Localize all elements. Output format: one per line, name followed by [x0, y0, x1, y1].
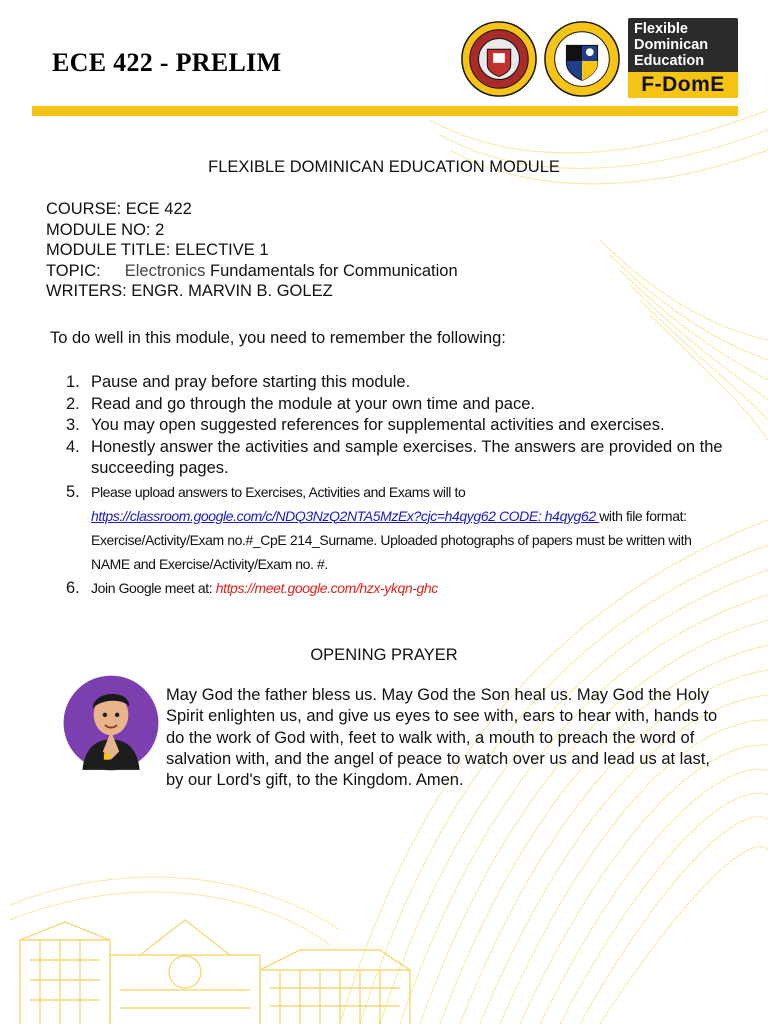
prayer-text: May God the father bless us. May God the Son heal us. May God the Holy Spirit enlighten us, and give us eyes to see with, ears to hear with, hands to do the work of God with, feet to walk with, a mouth to preach the word of salvation with, and the angel of peace to watch over us and lead us at last, by our Lord's gift, to the Kingdom. Amen. — [166, 686, 718, 790]
course-line: COURSE: ECE 422 — [46, 200, 192, 218]
logo-line: Dominican — [634, 37, 709, 53]
university-of-santo-tomas-legazpi-seal-icon — [543, 20, 621, 98]
writers-line: WRITERS: ENGR. MARVIN B. GOLEZ — [46, 282, 333, 300]
logo-brand: F-DomE — [628, 72, 738, 98]
classroom-link[interactable]: https://classroom.google.com/c/NDQ3NzQ2NTA5MzEx?cjc=h4qyg62 CODE: h4qyg62 — [91, 507, 600, 524]
list-number: 3. — [66, 416, 80, 434]
topic-line — [46, 261, 458, 282]
module-heading: FLEXIBLE DOMINICAN EDUCATION MODULE — [208, 158, 560, 176]
module-title-line: MODULE TITLE: ELECTIVE 1 — [46, 241, 269, 259]
instructions-intro: To do well in this module, you need to remember the following: — [50, 329, 506, 347]
module-no-line: MODULE NO: 2 — [46, 220, 165, 239]
header-divider — [32, 106, 738, 116]
praying-avatar-icon — [60, 672, 162, 774]
list-number: 5. — [66, 482, 80, 501]
fdome-logo — [628, 18, 738, 98]
prayer-heading: OPENING PRAYER — [310, 646, 458, 664]
logo-line: Flexible — [634, 21, 688, 37]
topic-rest: Fundamentals for Communication — [205, 261, 458, 280]
list-item — [66, 394, 726, 416]
list-number: 6. — [66, 578, 80, 597]
list-item-text: Read and go through the module at your own time and pace. — [91, 394, 535, 413]
list-item-text: Pause and pray before starting this module. — [91, 373, 411, 391]
list-item — [66, 576, 726, 600]
list-item-text: Join Google meet at: — [91, 579, 216, 596]
topic-highlight: Electronics — [124, 261, 206, 280]
topic-label: TOPIC: — [46, 261, 101, 280]
list-item-text: You may open suggested references for supplemental activities and exercises. — [91, 416, 665, 434]
list-item-text: with file format: Exercise/Activity/Exam no.#_CpE 214_Surname. Uploaded photographs of papers must be written with NAME and Exercise/Activity/Exam no. #. — [91, 507, 692, 572]
list-number: 1. — [66, 373, 80, 391]
module-info — [46, 199, 458, 302]
list-item — [66, 372, 726, 394]
logo-line: Education — [634, 53, 705, 69]
google-meet-link[interactable]: https://meet.google.com/hzx-ykqn-ghc — [215, 579, 438, 596]
instructions-list — [66, 372, 726, 600]
college-of-engineering-seal-icon — [460, 20, 538, 98]
page-title: ECE 422 - PRELIM — [52, 48, 282, 77]
list-item — [66, 480, 726, 576]
list-item-text: Please upload answers to Exercises, Activities and Exams will to — [91, 483, 466, 500]
list-item — [66, 415, 726, 437]
list-number: 2. — [66, 394, 80, 413]
list-item-text: Honestly answer the activities and sample exercises. The answers are provided on the succeeding pages. — [91, 437, 723, 477]
list-number: 4. — [66, 437, 80, 456]
list-item — [66, 437, 726, 480]
